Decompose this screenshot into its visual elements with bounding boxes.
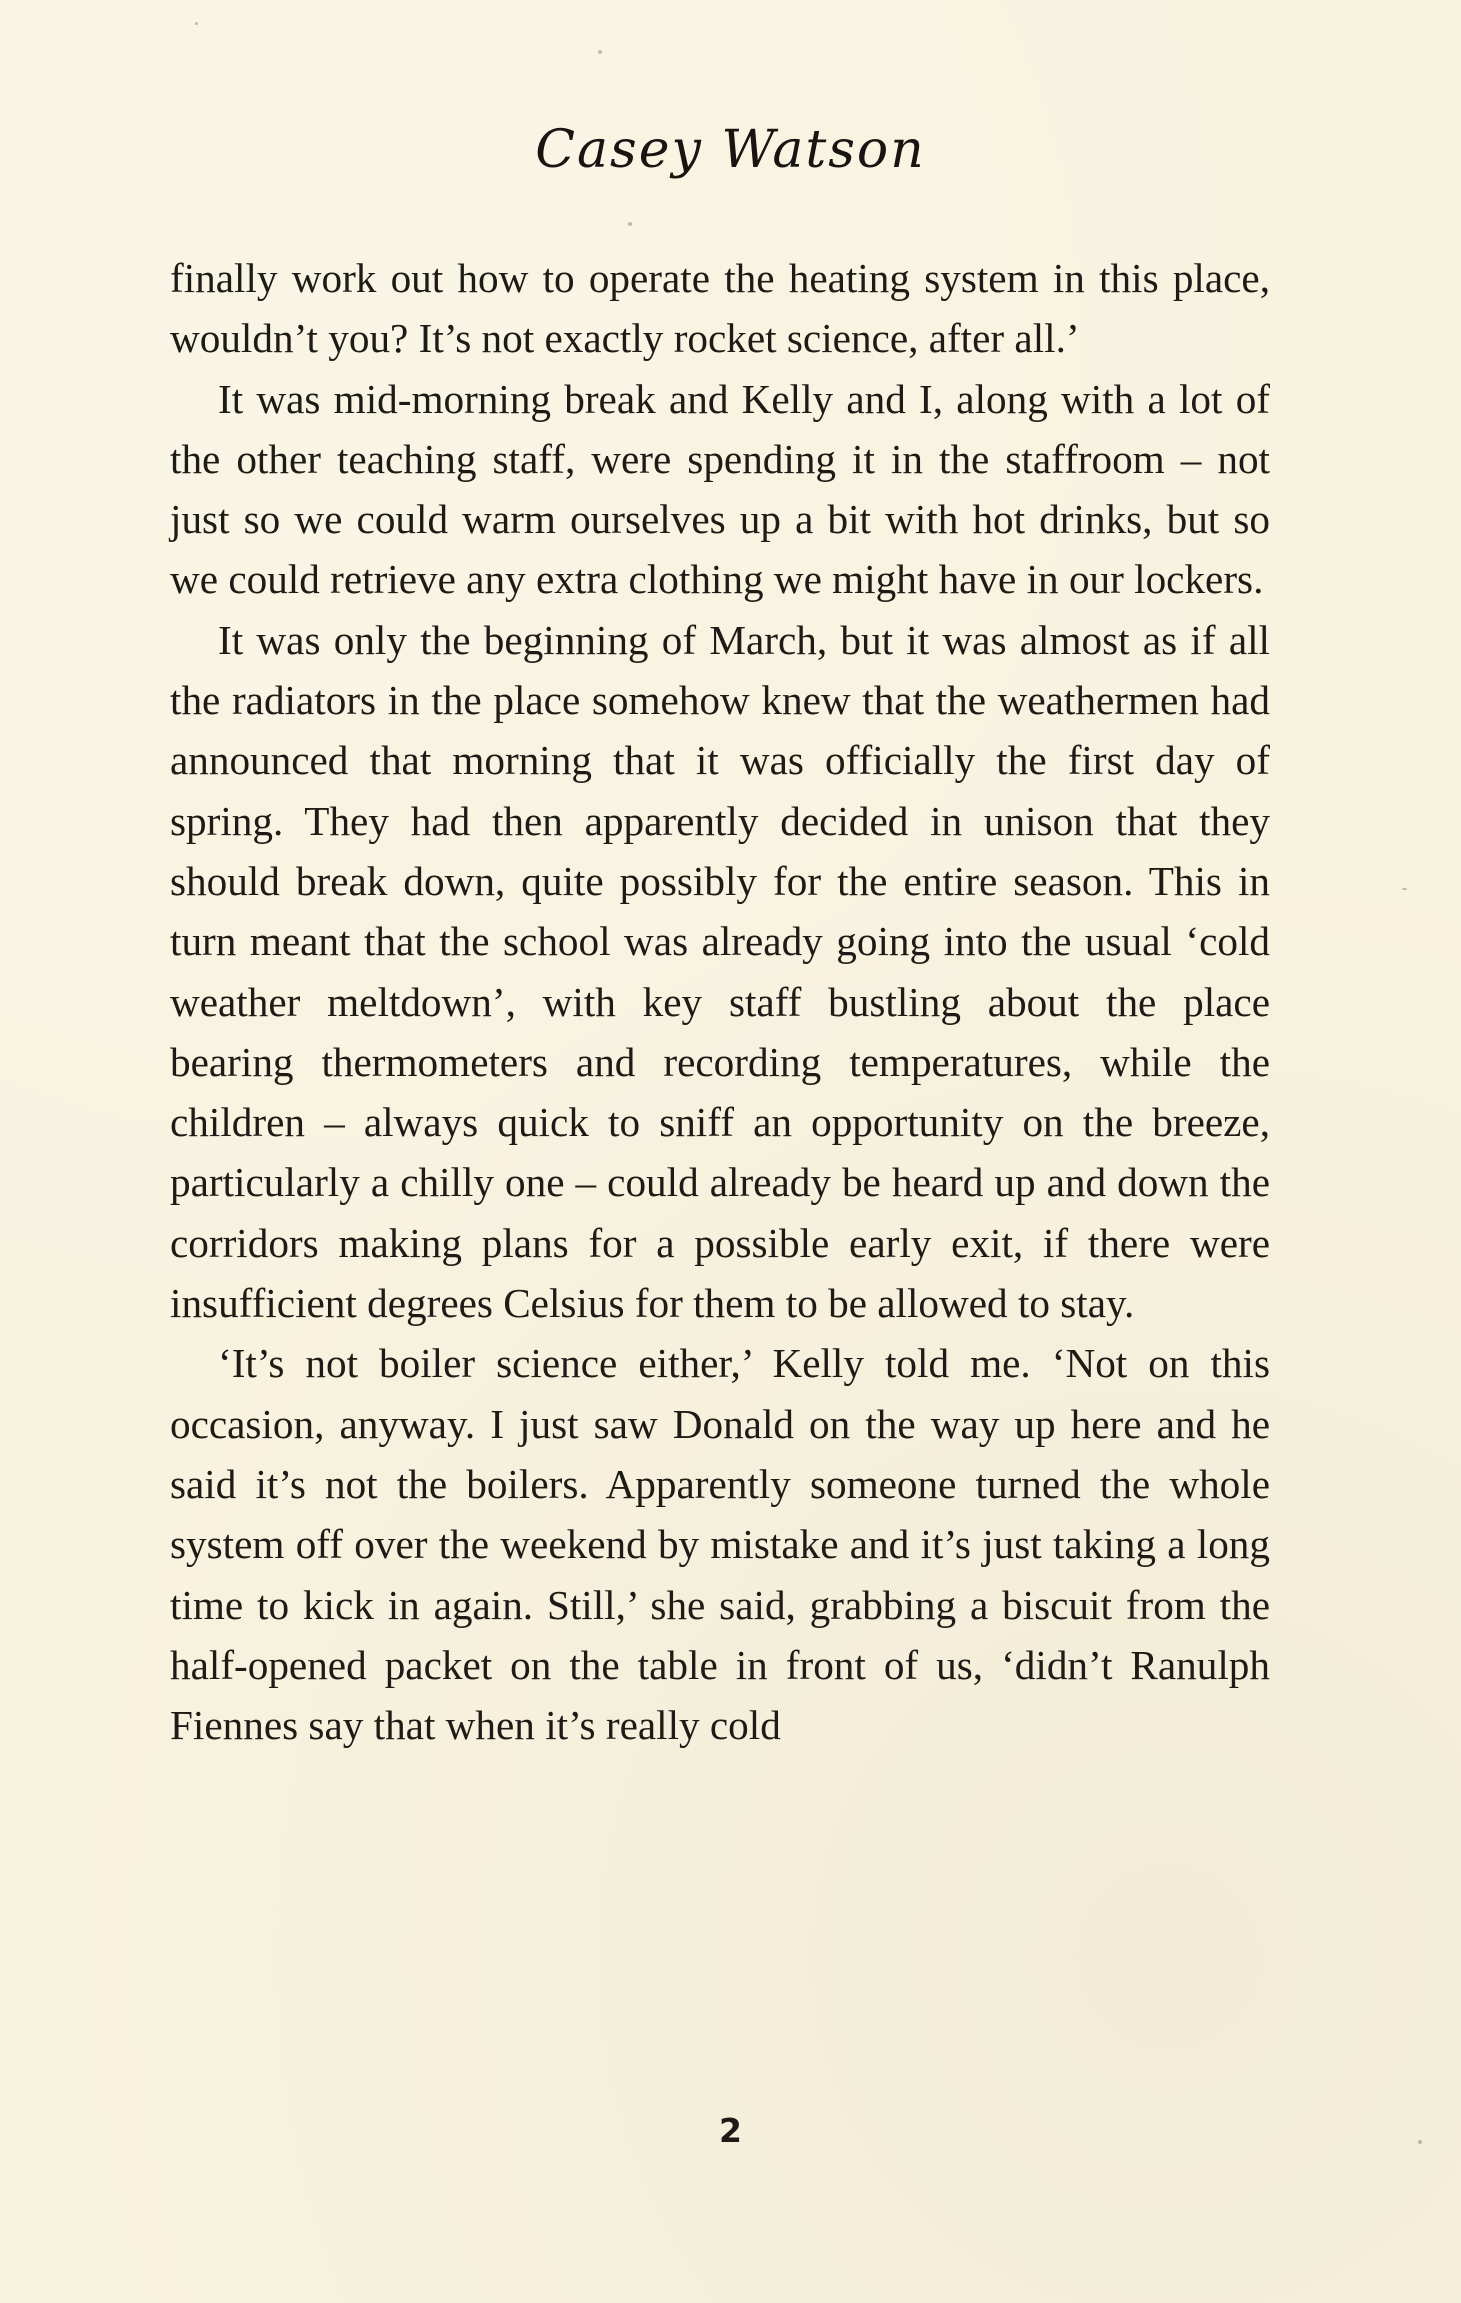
paper-speck [1402,888,1407,890]
running-head: Casey Watson [535,120,926,180]
paper-speck [598,50,602,54]
body-text [170,248,1270,1755]
page-number: 2 [719,2111,742,2150]
paper-speck [628,222,632,226]
paragraph: It was only the beginning of March, but it was almost as if all the radiators in the place somehow knew that the weathermen had announced that morning that it was officially the first day of spring. They had then apparently decided in unison that they should break down, quite possibly for the entire season. This in turn meant that the school was already going into the usual ‘cold weather meltdown’, with key staff bustling about the place bearing thermometers and recording temperatures, while the children – always quick to sniff an opportunity on the breeze, particularly a chilly one – could already be heard up and down the corridors making plans for a possible early exit, if there were insufficient degrees Celsius for them to be allowed to stay. [170,616,1270,1327]
paragraph: It was mid-morning break and Kelly and I, along with a lot of the other teaching staff, were spending it in the staffroom – not just so we could warm ourselves up a bit with hot drinks, but so we could retrieve any extra clothing we might have in our lockers. [170,375,1270,603]
paragraph: finally work out how to operate the heating system in this place, wouldn’t you? It’s not exactly rocket science, after all.’ [170,255,1270,362]
paper-speck [195,22,198,25]
paragraph: ‘It’s not boiler science either,’ Kelly told me. ‘Not on this occasion, anyway. I just saw Donald on the way up here and he said it’s not the boilers. Apparently someone turned the whole system off over the weekend by mistake and it’s just taking a long time to kick in again. Still,’ she said, grabbing a biscuit from the half-opened packet on the table in front of us, ‘didn’t Ranulph Fiennes say that when it’s really cold [170,1340,1270,1749]
